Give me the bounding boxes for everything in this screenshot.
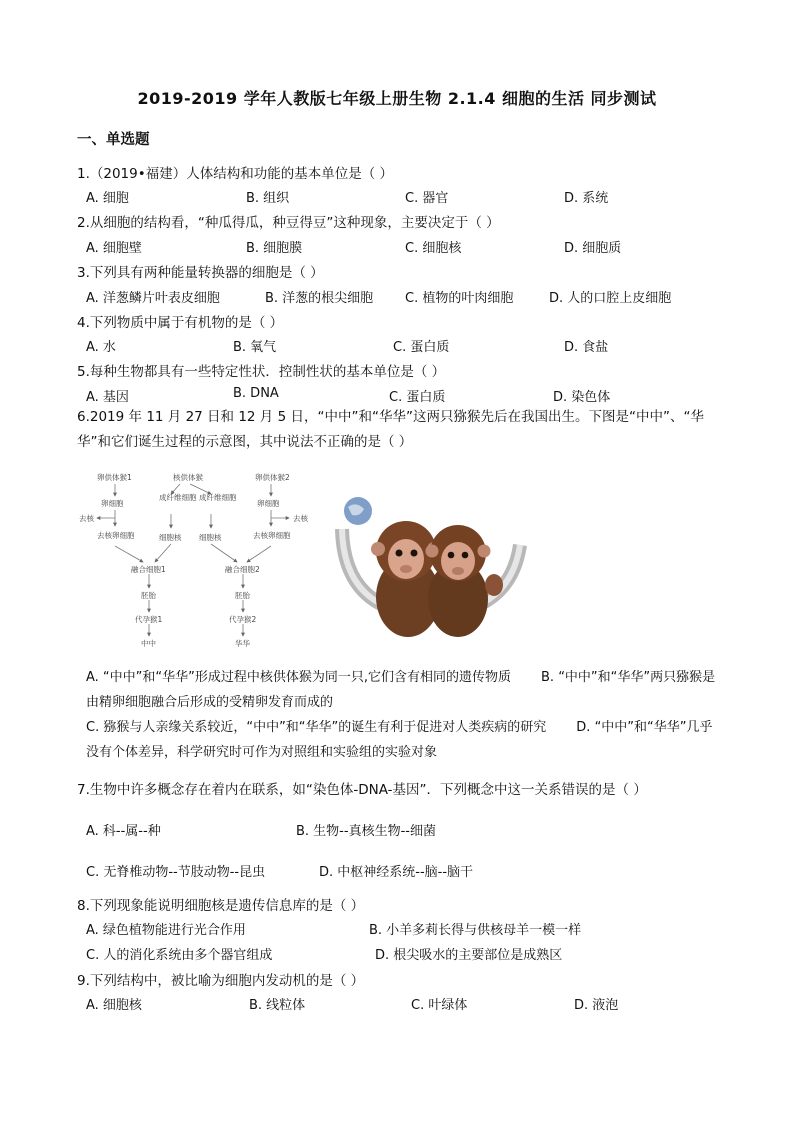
q2-option-a: A. 细胞壁 — [86, 241, 142, 256]
diagram-name-huahua: 华华 — [235, 639, 250, 648]
diagram-enucleate-1: 去核 — [79, 514, 94, 523]
q7-option-a: A. 科--属--种 — [86, 824, 161, 839]
q4-option-b: B. 氧气 — [233, 340, 277, 355]
q7-option-d: D. 中枢神经系统--脑--脑干 — [319, 865, 474, 880]
diagram-nucleus-donor: 核供体猴 — [173, 473, 203, 482]
question-3-stem: 3.下列具有两种能量转换器的细胞是（ ） — [77, 265, 324, 281]
q1-option-d: D. 系统 — [564, 191, 609, 206]
q3-option-c: C. 植物的叶肉细胞 — [405, 291, 514, 306]
diagram-surrogate-2: 代孕猴2 — [229, 615, 257, 624]
q9-option-d: D. 液泡 — [574, 998, 619, 1013]
q6-option-d: D. “中中”和“华华”几乎没有个体差异，科学研究时可作为对照组和实验组的实验对象 — [86, 720, 713, 760]
q6-option-a: A. “中中”和“华华”形成过程中核供体猴为同一只,它们含有相同的遗传物质 — [86, 670, 512, 685]
diagram-embryo-1: 胚胎 — [141, 591, 156, 600]
diagram-enucleated-egg-2: 去核卵细胞 — [253, 531, 291, 540]
q7-option-c: C. 无脊椎动物--节肢动物--昆虫 — [86, 865, 266, 880]
q7-option-b: B. 生物--真核生物--细菌 — [296, 824, 436, 839]
q6-option-b: B. “中中”和“华华”两只猕猴是由精卵细胞融合后形成的受精卵发育而成的 — [86, 670, 716, 710]
q2-option-d: D. 细胞质 — [564, 241, 622, 256]
diagram-egg-donor-2: 卵供体猴2 — [255, 473, 290, 482]
q1-option-b: B. 组织 — [246, 191, 290, 206]
q3-option-a: A. 洋葱鳞片叶表皮细胞 — [86, 291, 220, 306]
question-2-stem: 2.从细胞的结构看，“种瓜得瓜，种豆得豆”这种现象，主要决定于（ ） — [77, 215, 500, 231]
diagram-egg-1: 卵细胞 — [101, 499, 124, 508]
diagram-embryo-2: 胚胎 — [235, 591, 250, 600]
q9-option-b: B. 线粒体 — [249, 998, 306, 1013]
diagram-nucleus-2: 细胞核 — [199, 533, 222, 542]
question-4-stem: 4.下列物质中属于有机物的是（ ） — [77, 315, 284, 331]
q8-option-b: B. 小羊多莉长得与供核母羊一模一样 — [369, 923, 582, 938]
q3-option-d: D. 人的口腔上皮细胞 — [549, 291, 672, 306]
q6-options-cd — [86, 715, 722, 765]
q5-option-a: A. 基因 — [86, 390, 129, 405]
q5-option-c: C. 蛋白质 — [389, 390, 446, 405]
diagram-nucleus-1: 细胞核 — [159, 533, 182, 542]
question-5-stem: 5.每种生物都具有一些特定性状．控制性状的基本单位是（ ） — [77, 364, 446, 380]
diagram-enucleate-2: 去核 — [293, 514, 308, 523]
q5-option-d: D. 染色体 — [553, 390, 611, 405]
diagram-enucleated-egg-1: 去核卵细胞 — [97, 531, 135, 540]
diagram-surrogate-1: 代孕猴1 — [135, 615, 163, 624]
diagram-fused-cell-1: 融合细胞1 — [131, 565, 166, 574]
diagram-name-zhongzhong: 中中 — [141, 639, 156, 648]
question-9-stem: 9.下列结构中，被比喻为细胞内发动机的是（ ） — [77, 973, 365, 989]
q6-option-c: C. 猕猴与人亲缘关系较近，“中中”和“华华”的诞生有利于促进对人类疾病的研究 — [86, 720, 547, 735]
q4-option-a: A. 水 — [86, 340, 116, 355]
q2-option-c: C. 细胞核 — [405, 241, 462, 256]
cloning-process-diagram — [75, 466, 325, 656]
q9-option-a: A. 细胞核 — [86, 998, 142, 1013]
diagram-egg-donor-1: 卵供体猴1 — [97, 473, 132, 482]
question-1-stem: 1.（2019•福建）人体结构和功能的基本单位是（ ） — [77, 166, 393, 182]
question-7-stem: 7.生物中许多概念存在着内在联系，如“染色体-DNA-基因”．下列概念中这一关系错误的是（ ） — [77, 782, 647, 798]
q8-option-d: D. 根尖吸水的主要部位是成熟区 — [375, 948, 563, 963]
q9-option-c: C. 叶绿体 — [411, 998, 468, 1013]
q4-option-d: D. 食盐 — [564, 340, 609, 355]
q8-option-c: C. 人的消化系统由多个器官组成 — [86, 948, 273, 963]
q4-option-c: C. 蛋白质 — [393, 340, 450, 355]
q3-option-b: B. 洋葱的根尖细胞 — [265, 291, 374, 306]
question-6-stem: 6.2019 年 11 月 27 日和 12 月 5 日，“中中”和“华华”这两只猕猴先后在我国出生。下图是“中中”、“华华”和它们诞生过程的示意图，其中说法不正确的是（ ） — [77, 409, 704, 450]
diagram-fused-cell-2: 融合细胞2 — [225, 565, 260, 574]
q5-option-b: B. DNA — [233, 386, 279, 401]
question-8-stem: 8.下列现象能说明细胞核是遗传信息库的是（ ） — [77, 898, 365, 914]
q6-options-ab — [86, 665, 722, 715]
q2-option-b: B. 细胞膜 — [246, 241, 303, 256]
q8-option-a: A. 绿色植物能进行光合作用 — [86, 923, 246, 938]
page-title: 2019-2019 学年人教版七年级上册生物 2.1.4 细胞的生活 同步测试 — [137, 89, 657, 108]
q1-option-a: A. 细胞 — [86, 191, 129, 206]
diagram-fibroblast-1: 成纤维细胞 — [159, 493, 197, 502]
cloned-monkeys-photo — [334, 485, 530, 645]
diagram-fibroblast-2: 成纤维细胞 — [199, 493, 237, 502]
section-heading: 一、单选题 — [77, 132, 150, 148]
diagram-egg-2: 卵细胞 — [257, 499, 280, 508]
q1-option-c: C. 器官 — [405, 191, 449, 206]
